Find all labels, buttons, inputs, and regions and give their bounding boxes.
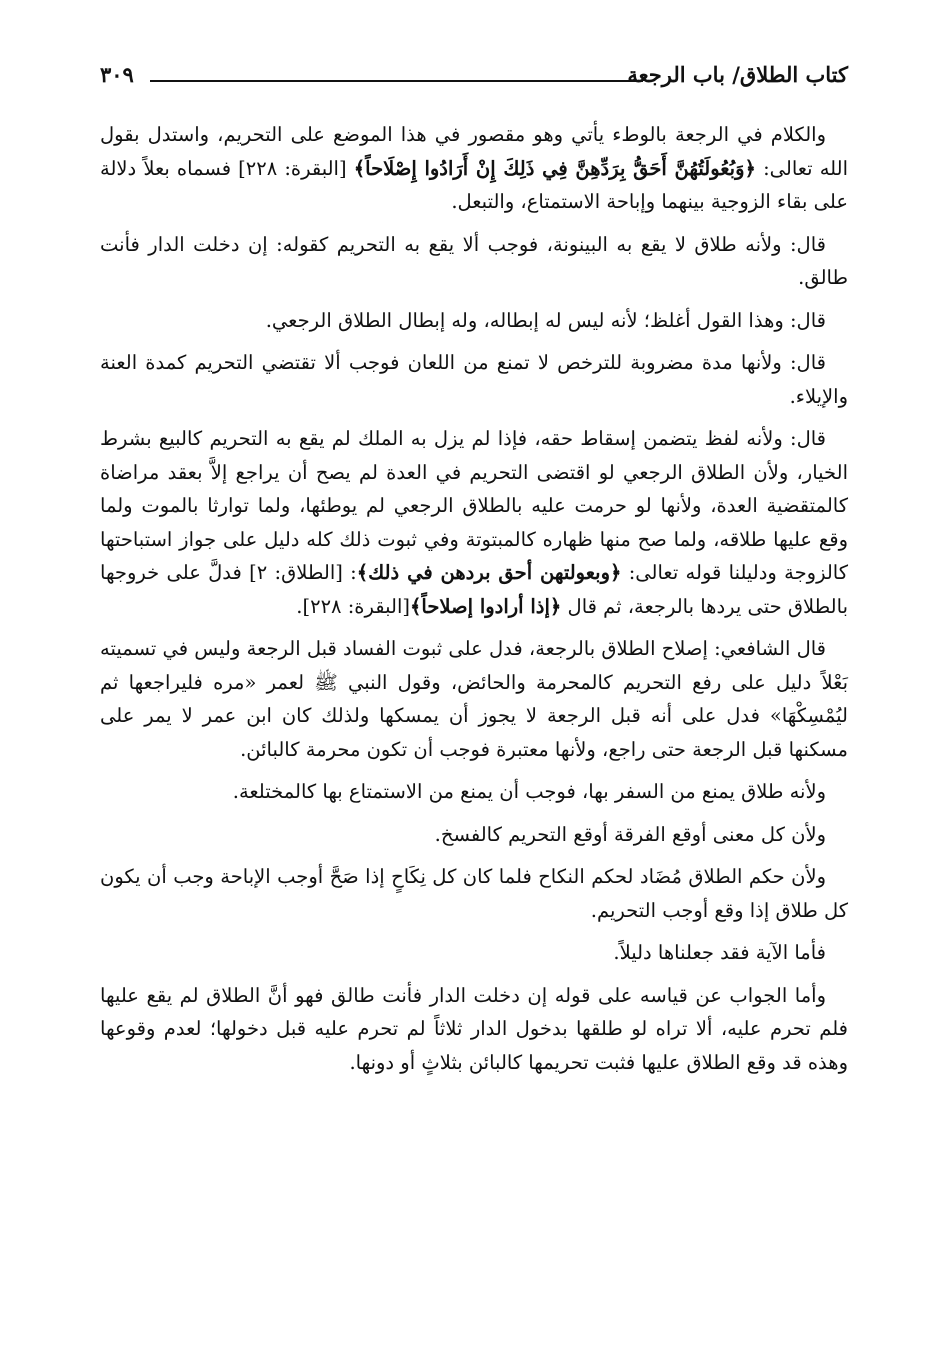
paragraph-text: والكلام في الرجعة بالوطء يأتي وهو مقصور في هذا الموضع على التحريم، واستدل بقول الله تعالى: — [100, 123, 848, 180]
paragraph-6 — [100, 632, 848, 766]
paragraph-text: ولأنه طلاق يمنع من السفر بها، فوجب أن يمنع من الاستمتاع بها كالمختلعة. — [232, 780, 826, 803]
paragraph-11 — [100, 979, 848, 1080]
paragraph-text: فأما الآية فقد جعلناها دليلاً. — [613, 941, 826, 964]
paragraph-text: : [الطلاق: ٢] فدلَّ على خروجها بالطلاق حتى يردها بالرجعة، ثم قال — [100, 561, 848, 618]
paragraph-text: [البقرة: ٢٢٨] فسماه بعلاً دلالة على بقاء الزوجية بينهما وإباحة الاستمتاع، والتبعل. — [100, 156, 848, 213]
body-text — [100, 118, 848, 1088]
page-header — [100, 62, 848, 96]
running-title: كتاب الطلاق/ باب الرجعة — [627, 62, 848, 87]
paragraph-4 — [100, 346, 848, 413]
paragraph-text: قال الشافعي: إصلاح الطلاق بالرجعة، فدل على ثبوت الفساد قبل الرجعة وليس في تسميته بَعْلاً دليل على رفع التحريم كالمحرمة والحائض، وقول النبي ﷺ لعمر «مره فليراجعها ثم ليُمْسِكْهَا» فدل على أنه قبل الرجعة لا يجوز أن يمسكها ولذلك كان ابن عمر لا يمر على مسكنها قبل الرجعة حتى راجع، ولأنها معتبرة فوجب أن تكون محرمة كالبائن. — [100, 637, 848, 761]
paragraph-text: قال: ولأنها مدة مضروبة للترخص لا تمنع من اللعان فوجب ألا تقتضي التحريم كمدة العنة والإيلاء. — [100, 351, 848, 408]
paragraph-10 — [100, 936, 848, 970]
paragraph-5 — [100, 422, 848, 623]
paragraph-8 — [100, 818, 848, 852]
paragraph-text: قال: ولأنه لفظ يتضمن إسقاط حقه، فإذا لم يزل به الملك لم يقع به التحريم كالبيع بشرط الخيار، ولأن الطلاق الرجعي لو اقتضى التحريم في العدة لم يصح أن يراجع إلاَّ بعقد مراضاة كالمتقضية العدة، ولأنها لو حرمت عليه بالطلاق الرجعي لم يوطئها، ولما توارثا بالموت ولما وقع عليها طلاقه، ولما صح منها ظهاره كالمبتوتة وفي ثبوت ذلك كله دليل على جواز استباحتها كالزوجة ودليلنا قوله تعالى: — [100, 427, 848, 584]
paragraph-2 — [100, 228, 848, 295]
quran-verse: ﴿وبعولتهن أحق بردهن في ذلك﴾ — [356, 561, 622, 584]
paragraph-text: ولأن حكم الطلاق مُضَاد لحكم النكاح فلما كان كل نِكَاحٍ إذا صَحَّ أوجب الإباحة وجب أن يكون كل طلاق إذا وقع أوجب التحريم. — [100, 865, 848, 922]
quran-verse: ﴿وَبُعُولَتُهُنَّ أَحَقُّ بِرَدِّهِنَّ فِي ذَلِكَ إِنْ أَرَادُوا إِصْلَاحاً﴾ — [353, 156, 756, 180]
paragraph-text: وأما الجواب عن قياسه على قوله إن دخلت الدار فأنت طالق فهو أنَّ الطلاق لم يقع عليها فلم تحرم عليه، ألا تراه لو طلقها بدخول الدار ثلاثاً لم تحرم عليه قبل دخولها؛ لعدم وقوعها وهذه قد وقع الطلاق عليها فثبت تحريمها كالبائن بثلاثٍ أو دونها. — [100, 983, 848, 1074]
page-number: ٣٠٩ — [100, 62, 134, 87]
paragraph-text: قال: ولأنه طلاق لا يقع به البينونة، فوجب ألا يقع به التحريم كقوله: إن دخلت الدار فأنت طالق. — [100, 232, 848, 289]
quran-verse: ﴿إذا أرادوا إصلاحاً﴾ — [410, 594, 562, 618]
paragraph-7 — [100, 775, 848, 809]
paragraph-text: [البقرة: ٢٢٨]. — [296, 594, 410, 618]
paragraph-text: قال: وهذا القول أغلظ؛ لأنه ليس له إبطاله، وله إبطال الطلاق الرجعي. — [265, 308, 826, 332]
paragraph-text: ولأن كل معنى أوقع الفرقة أوقع التحريم كالفسخ. — [434, 822, 826, 846]
paragraph-3 — [100, 304, 848, 338]
paragraph-9 — [100, 860, 848, 927]
paragraph-1 — [100, 118, 848, 219]
header-rule — [150, 80, 643, 82]
